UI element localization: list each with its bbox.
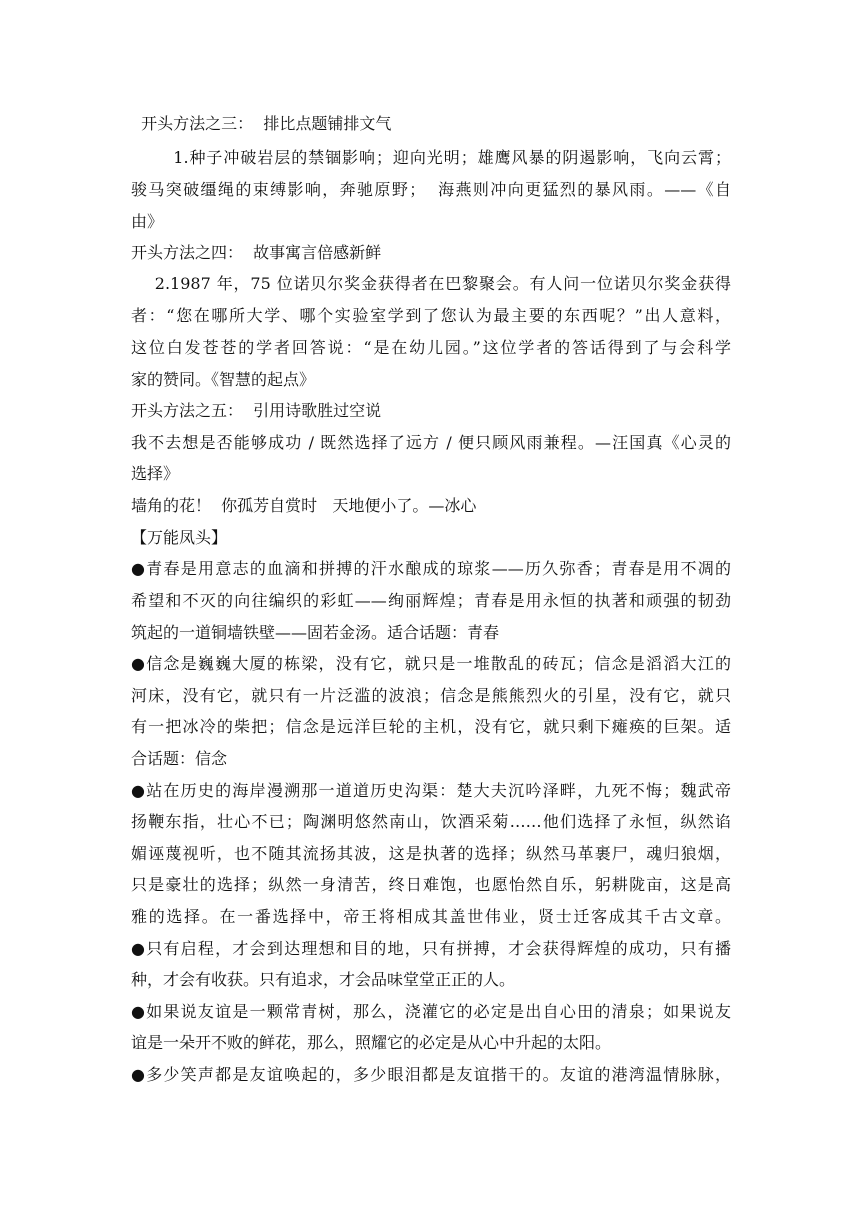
paragraph-line: 这位白发苍苍的学者回答说：“是在幼儿园。”这位学者的答话得到了与会科学 xyxy=(131,338,731,357)
paragraph-line: 扬鞭东指，壮心不已；陶渊明悠然南山，饮酒采菊……他们选择了永恒，纵然谄 xyxy=(131,812,731,831)
heading-method-3: 开头方法之三： 排比点题铺排文气 xyxy=(131,114,392,133)
paragraph-line: ●信念是巍巍大厦的栋梁，没有它，就只是一堆散乱的砖瓦；信念是滔滔大江的 xyxy=(131,654,731,673)
paragraph-line: ●只有启程，才会到达理想和目的地，只有拼搏，才会获得辉煌的成功，只有播 xyxy=(131,939,731,958)
paragraph-line: 由》 xyxy=(131,212,164,231)
paragraph-line: 希望和不灭的向往编织的彩虹——绚丽辉煌；青春是用永恒的执著和顽强的韧劲 xyxy=(131,591,731,610)
paragraph-line: 选择》 xyxy=(131,464,180,483)
heading-method-4: 开头方法之四： 故事寓言倍感新鲜 xyxy=(131,243,382,262)
paragraph-line: 合话题：信念 xyxy=(131,749,228,768)
paragraph-line: 家的赞同。《智慧的起点》 xyxy=(131,370,316,389)
paragraph-line: ●青春是用意志的血滴和拼搏的汗水酿成的琼浆——历久弥香；青春是用不凋的 xyxy=(131,559,731,578)
paragraph-line: ●如果说友谊是一颗常青树，那么，浇灌它的必定是出自心田的清泉；如果说友 xyxy=(131,1002,731,1021)
paragraph-line: 1.种子冲破岩层的禁锢影响；迎向光明；雄鹰风暴的阴遏影响，飞向云霄； xyxy=(131,148,731,167)
heading-method-5: 开头方法之五： 引用诗歌胜过空说 xyxy=(131,401,382,420)
paragraph-line: 只是豪壮的选择；纵然一身清苦，终日难饱，也愿怡然自乐，躬耕陇亩，这是高 xyxy=(131,875,731,894)
paragraph-line: 有一把冰冷的柴把；信念是远洋巨轮的主机，没有它，就只剩下瘫痪的巨架。适 xyxy=(131,717,731,736)
paragraph-line: 墙角的花！ 你孤芳自赏时 天地便小了。—冰心 xyxy=(131,496,477,515)
paragraph-line: ●多少笑声都是友谊唤起的，多少眼泪都是友谊揩干的。友谊的港湾温情脉脉， xyxy=(131,1065,731,1084)
paragraph-line: ●站在历史的海岸漫溯那一道道历史沟渠：楚大夫沉吟泽畔，九死不悔；魏武帝 xyxy=(131,781,731,800)
paragraph-line: 我不去想是否能够成功 / 既然选择了远方 / 便只顾风雨兼程。—汪国真《心灵的 xyxy=(131,433,731,452)
paragraph-line: 者：“您在哪所大学、哪个实验室学到了您认为最主要的东西呢？”出人意料， xyxy=(131,306,731,325)
paragraph-line: 种，才会有收获。只有追求，才会品味堂堂正正的人。 xyxy=(131,970,516,989)
paragraph-line: 筑起的一道铜墙铁壁——固若金汤。适合话题：青春 xyxy=(131,623,500,642)
paragraph-line: 骏马突破缰绳的束缚影响，奔驰原野； 海燕则冲向更猛烈的暴风雨。——《自 xyxy=(131,180,731,199)
paragraph-line: 雅的选择。在一番选择中，帝王将相成其盖世伟业，贤士迁客成其千古文章。 xyxy=(131,907,731,926)
section-heading: 【万能凤头】 xyxy=(131,528,228,547)
paragraph-line: 谊是一朵开不败的鲜花，那么，照耀它的必定是从心中升起的太阳。 xyxy=(131,1033,612,1052)
paragraph-line: 2.1987 年，75 位诺贝尔奖金获得者在巴黎聚会。有人问一位诺贝尔奖金获得 xyxy=(131,274,731,293)
paragraph-line: 媚诬蔑视听，也不随其流扬其波，这是执著的选择；纵然马革裹尸，魂归狼烟， xyxy=(131,844,731,863)
paragraph-line: 河床，没有它，就只有一片泛滥的波浪；信念是熊熊烈火的引星，没有它，就只 xyxy=(131,686,731,705)
